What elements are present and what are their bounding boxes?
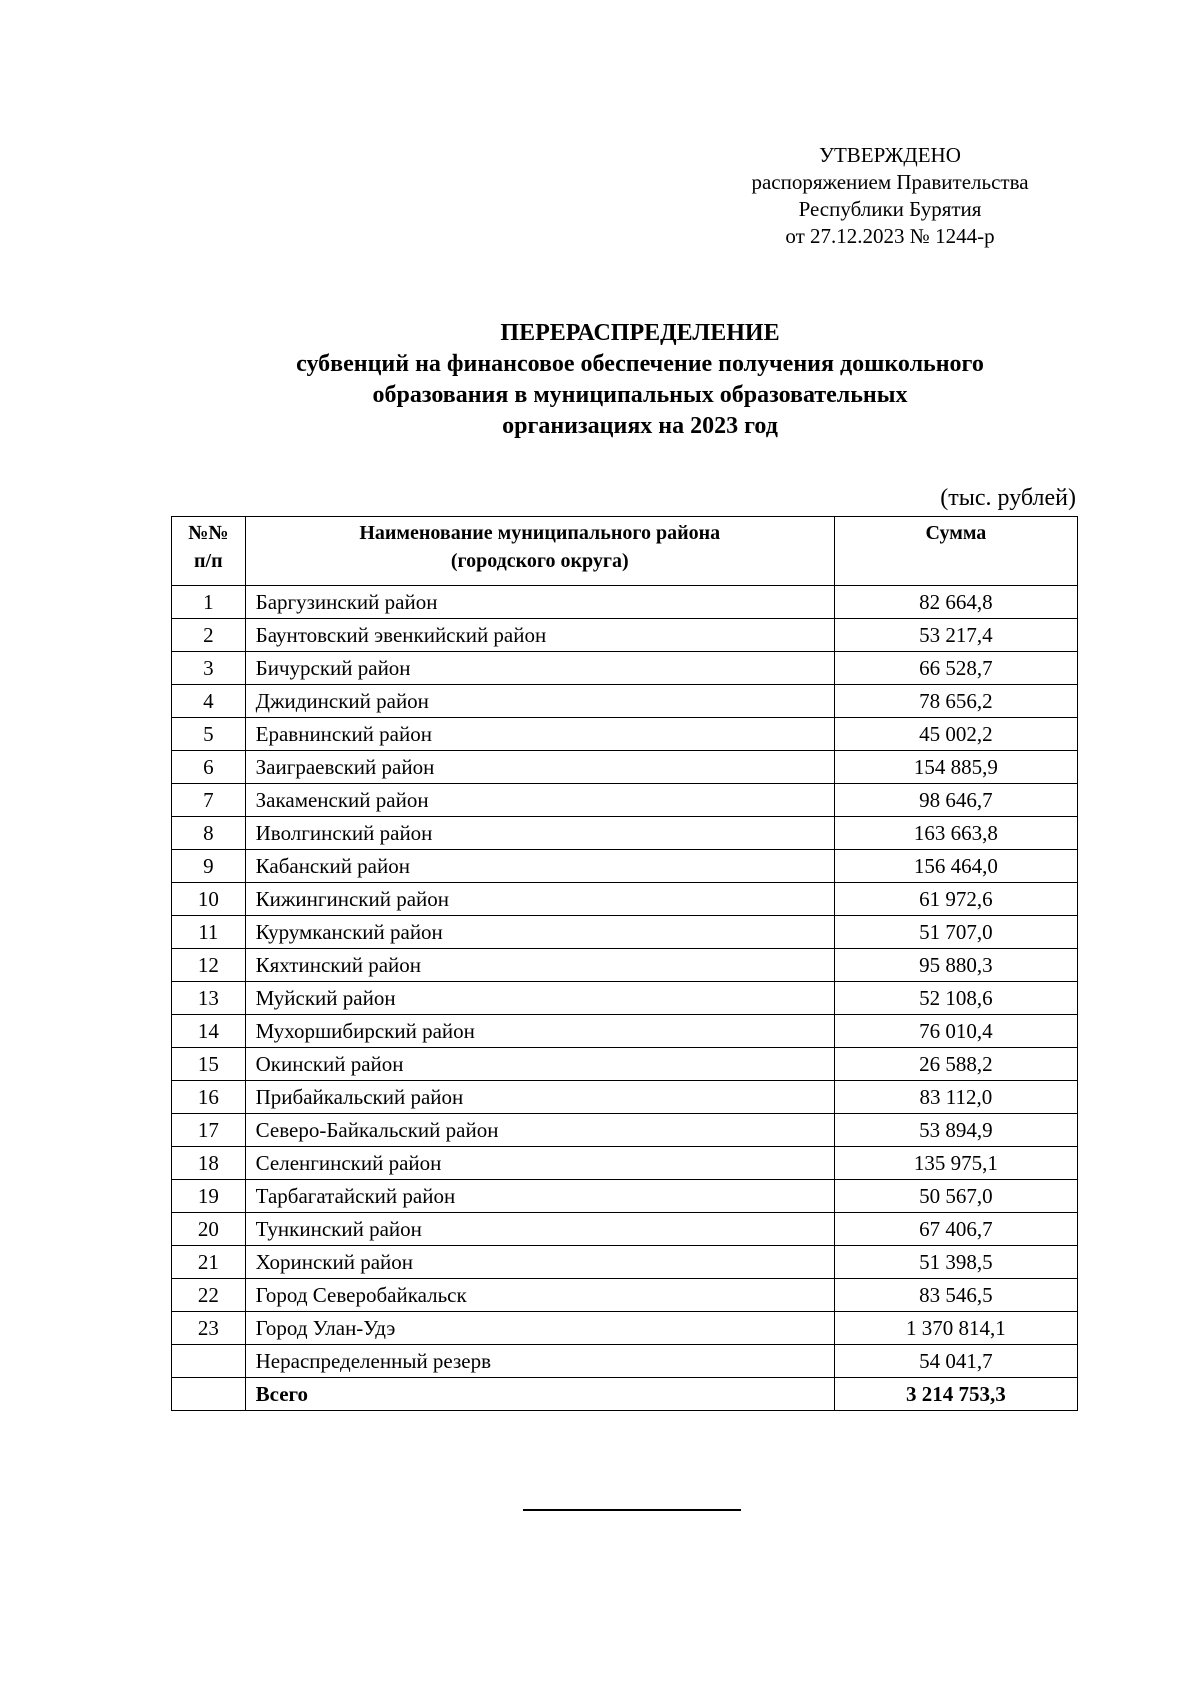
- header-name-line-1: Наименование муниципального района: [359, 522, 721, 544]
- table-row: [172, 1312, 1078, 1345]
- row-sum: 83 112,0: [834, 1081, 1077, 1114]
- row-name: Мухоршибирский район: [245, 1015, 834, 1048]
- row-number: 22: [172, 1279, 246, 1312]
- row-sum: 154 885,9: [834, 751, 1077, 784]
- row-number: 3: [172, 652, 246, 685]
- table-body: [172, 586, 1078, 1411]
- header-name: [245, 517, 834, 586]
- row-sum: 51 398,5: [834, 1246, 1077, 1279]
- row-name: Баргузинский район: [245, 586, 834, 619]
- table-row: [172, 1048, 1078, 1081]
- row-sum: 135 975,1: [834, 1147, 1077, 1180]
- table-row: [172, 586, 1078, 619]
- approval-block: [720, 142, 1060, 250]
- table-row: [172, 883, 1078, 916]
- row-number: 7: [172, 784, 246, 817]
- row-sum: 51 707,0: [834, 916, 1077, 949]
- row-sum: 95 880,3: [834, 949, 1077, 982]
- row-number: 8: [172, 817, 246, 850]
- table-row-total: [172, 1378, 1078, 1411]
- row-name: Баунтовский эвенкийский район: [245, 619, 834, 652]
- row-sum: 45 002,2: [834, 718, 1077, 751]
- row-sum: 1 370 814,1: [834, 1312, 1077, 1345]
- header-name-line-2: (городского округа): [450, 550, 629, 572]
- header-number-line-2: п/п: [194, 550, 223, 572]
- table-row: [172, 850, 1078, 883]
- title-line-4: организациях на 2023 год: [502, 413, 778, 439]
- row-name: Окинский район: [245, 1048, 834, 1081]
- unit-label: (тыс. рублей): [940, 485, 1076, 511]
- row-number: 21: [172, 1246, 246, 1279]
- row-name: Северо-Байкальский район: [245, 1114, 834, 1147]
- table-row: [172, 1213, 1078, 1246]
- row-sum: 156 464,0: [834, 850, 1077, 883]
- row-number: 20: [172, 1213, 246, 1246]
- table-row: [172, 784, 1078, 817]
- row-name: Город Северобайкальск: [245, 1279, 834, 1312]
- row-sum: 53 217,4: [834, 619, 1077, 652]
- row-sum: 53 894,9: [834, 1114, 1077, 1147]
- row-sum: 26 588,2: [834, 1048, 1077, 1081]
- table-row: [172, 1081, 1078, 1114]
- table-row: [172, 982, 1078, 1015]
- row-sum: 98 646,7: [834, 784, 1077, 817]
- table-row: [172, 1114, 1078, 1147]
- row-number: 10: [172, 883, 246, 916]
- row-number: 12: [172, 949, 246, 982]
- row-name: Хоринский район: [245, 1246, 834, 1279]
- header-number-line-1: №№: [188, 522, 229, 544]
- row-number: 14: [172, 1015, 246, 1048]
- row-number: 9: [172, 850, 246, 883]
- table-row: [172, 817, 1078, 850]
- row-name: Муйский район: [245, 982, 834, 1015]
- table-header-row: [172, 517, 1078, 586]
- table-row: [172, 619, 1078, 652]
- approval-line-order: распоряжением Правительства: [751, 170, 1029, 194]
- row-name: Джидинский район: [245, 685, 834, 718]
- table-row: [172, 1246, 1078, 1279]
- row-sum: 52 108,6: [834, 982, 1077, 1015]
- row-name: Еравнинский район: [245, 718, 834, 751]
- table-row: [172, 949, 1078, 982]
- row-name: Город Улан-Удэ: [245, 1312, 834, 1345]
- row-name: Закаменский район: [245, 784, 834, 817]
- row-sum: 67 406,7: [834, 1213, 1077, 1246]
- row-name: Курумканский район: [245, 916, 834, 949]
- row-number: [172, 1345, 246, 1378]
- row-sum: 163 663,8: [834, 817, 1077, 850]
- row-number: 4: [172, 685, 246, 718]
- row-sum: 3 214 753,3: [834, 1378, 1077, 1411]
- row-number: 19: [172, 1180, 246, 1213]
- row-name: Тарбагатайский район: [245, 1180, 834, 1213]
- header-sum: Сумма: [834, 517, 1077, 586]
- row-number: 2: [172, 619, 246, 652]
- row-number: 17: [172, 1114, 246, 1147]
- row-name: Заиграевский район: [245, 751, 834, 784]
- title-line-3: образования в муниципальных образовательных: [372, 382, 908, 408]
- row-name: Селенгинский район: [245, 1147, 834, 1180]
- distribution-table: [171, 516, 1078, 1411]
- title-line-2: субвенций на финансовое обеспечение получения дошкольного: [296, 351, 984, 377]
- row-name: Бичурский район: [245, 652, 834, 685]
- approval-line-approved: УТВЕРЖДЕНО: [819, 143, 961, 167]
- row-sum: 66 528,7: [834, 652, 1077, 685]
- closing-rule: [523, 1509, 741, 1511]
- row-sum: 50 567,0: [834, 1180, 1077, 1213]
- row-sum: 76 010,4: [834, 1015, 1077, 1048]
- row-sum: 61 972,6: [834, 883, 1077, 916]
- row-sum: 83 546,5: [834, 1279, 1077, 1312]
- row-name: Иволгинский район: [245, 817, 834, 850]
- row-number: 5: [172, 718, 246, 751]
- approval-line-date: от 27.12.2023 № 1244-р: [785, 224, 995, 248]
- row-name: Кижингинский район: [245, 883, 834, 916]
- row-sum: 82 664,8: [834, 586, 1077, 619]
- table-row: [172, 916, 1078, 949]
- table-row: [172, 1147, 1078, 1180]
- row-number: [172, 1378, 246, 1411]
- table-row: [172, 1345, 1078, 1378]
- row-name: Прибайкальский район: [245, 1081, 834, 1114]
- table-row: [172, 1015, 1078, 1048]
- row-name: Тункинский район: [245, 1213, 834, 1246]
- row-number: 6: [172, 751, 246, 784]
- title-line-1: ПЕРЕРАСПРЕДЕЛЕНИЕ: [500, 320, 780, 346]
- row-sum: 54 041,7: [834, 1345, 1077, 1378]
- row-sum: 78 656,2: [834, 685, 1077, 718]
- table-row: [172, 751, 1078, 784]
- row-number: 13: [172, 982, 246, 1015]
- row-number: 1: [172, 586, 246, 619]
- row-number: 18: [172, 1147, 246, 1180]
- approval-line-republic: Республики Бурятия: [798, 197, 982, 221]
- row-number: 15: [172, 1048, 246, 1081]
- row-name: Кяхтинский район: [245, 949, 834, 982]
- row-name: Всего: [245, 1378, 834, 1411]
- document-title: [160, 318, 1120, 442]
- table-row: [172, 652, 1078, 685]
- table-row: [172, 718, 1078, 751]
- table-row: [172, 1279, 1078, 1312]
- header-number: [172, 517, 246, 586]
- row-name: Кабанский район: [245, 850, 834, 883]
- row-name: Нераспределенный резерв: [245, 1345, 834, 1378]
- row-number: 11: [172, 916, 246, 949]
- row-number: 16: [172, 1081, 246, 1114]
- row-number: 23: [172, 1312, 246, 1345]
- table-row: [172, 685, 1078, 718]
- table-row: [172, 1180, 1078, 1213]
